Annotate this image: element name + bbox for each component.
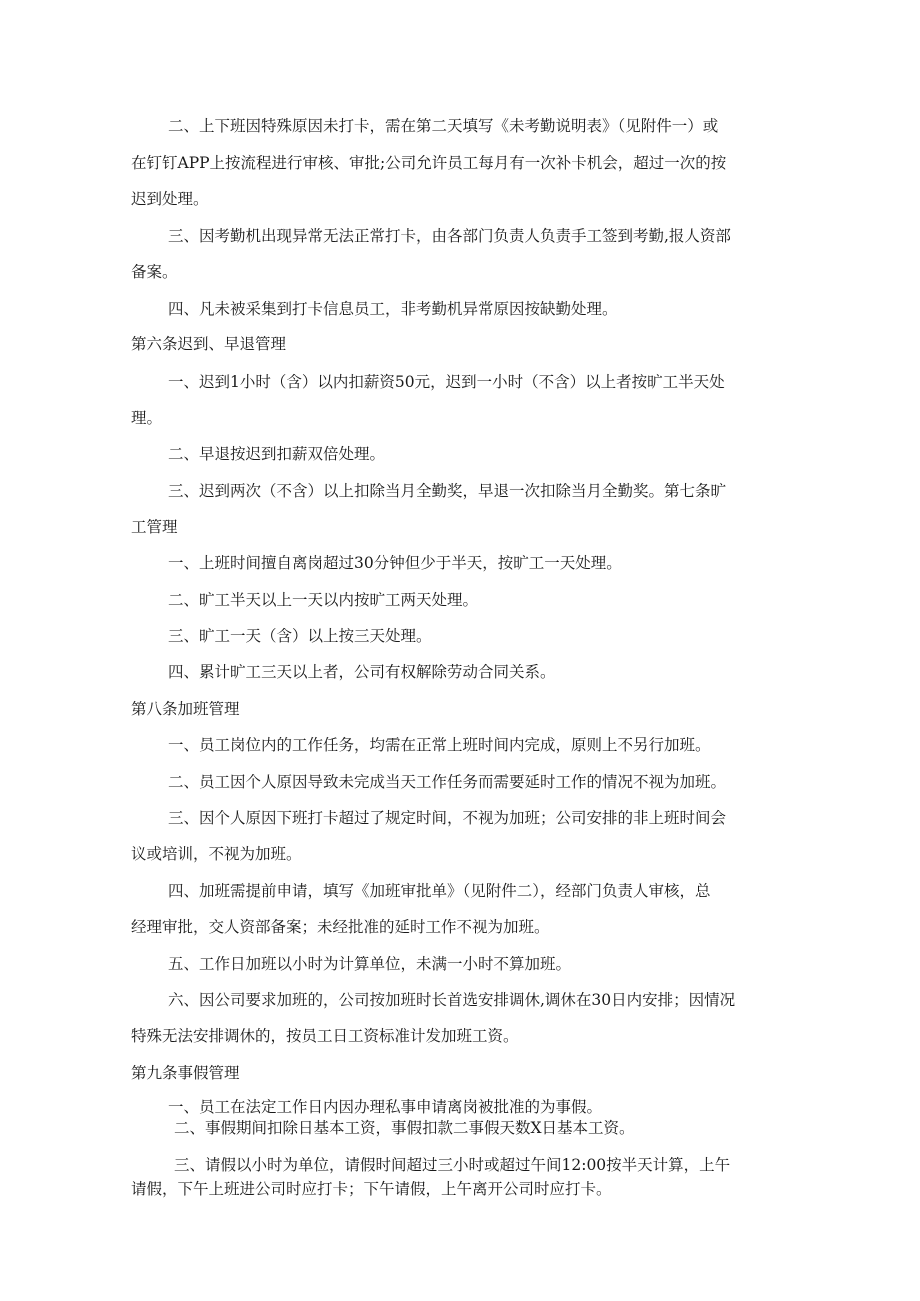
section-heading: 第六条迟到、早退管理 <box>131 335 287 353</box>
paragraph-line: 在钉钉APP上按流程进行审核、审批;公司允许员工每月有一次补卡机会，超过一次的按 <box>131 154 727 172</box>
paragraph-line: 三、因考勤机出现异常无法正常打卡，由各部门负责人负责手工签到考勤,报人资部 <box>168 227 731 245</box>
paragraph-line: 四、凡未被采集到打卡信息员工，非考勤机异常原因按缺勤处理。 <box>168 300 618 318</box>
paragraph-line: 二、上下班因特殊原因未打卡，需在第二天填写《未考勤说明表》（见附件一）或 <box>168 117 719 135</box>
paragraph-line: 工管理 <box>131 518 178 536</box>
paragraph-line: 四、累计旷工三天以上者，公司有权解除劳动合同关系。 <box>168 663 556 681</box>
paragraph-line: 一、员工在法定工作日内因办理私事申请离岗被批准的为事假。 <box>168 1098 603 1116</box>
paragraph-line: 一、员工岗位内的工作任务，均需在正常上班时间内完成，原则上不另行加班。 <box>168 736 711 754</box>
paragraph-line: 备案。 <box>131 263 178 281</box>
paragraph-line: 六、因公司要求加班的，公司按加班时长首选安排调休,调休在30日内安排；因情况 <box>168 991 736 1009</box>
paragraph-line: 三、旷工一天（含）以上按三天处理。 <box>168 627 432 645</box>
section-heading: 第八条加班管理 <box>131 700 240 718</box>
section-heading: 第九条事假管理 <box>131 1064 240 1082</box>
paragraph-line: 议或培训，不视为加班。 <box>131 845 302 863</box>
paragraph-line: 一、迟到1小时（含）以内扣薪资50元，迟到一小时（不含）以上者按旷工半天处 <box>168 373 725 391</box>
paragraph-line: 三、请假以小时为单位，请假时间超过三小时或超过午间12:00按半天计算，上午 <box>174 1156 731 1174</box>
paragraph-line: 三、迟到两次（不含）以上扣除当月全勤奖，早退一次扣除当月全勤奖。第七条旷 <box>168 482 727 500</box>
paragraph-line: 五、工作日加班以小时为计算单位，未满一小时不算加班。 <box>168 955 572 973</box>
paragraph-line: 特殊无法安排调休的，按员工日工资标准计发加班工资。 <box>131 1027 519 1045</box>
paragraph-line: 三、因个人原因下班打卡超过了规定时间，不视为加班；公司安排的非上班时间会 <box>168 809 727 827</box>
paragraph-line: 二、早退按迟到扣薪双倍处理。 <box>168 445 386 463</box>
paragraph-line: 四、加班需提前申请，填写《加班审批单》（见附件二），经部门负责人审核，总 <box>168 882 711 900</box>
paragraph-line: 二、事假期间扣除日基本工资，事假扣款二事假天数X日基本工资。 <box>174 1119 635 1137</box>
paragraph-line: 请假，下午上班进公司时应打卡；下午请假，上午离开公司时应打卡。 <box>131 1180 612 1198</box>
paragraph-line: 二、旷工半天以上一天以内按旷工两天处理。 <box>168 591 479 609</box>
paragraph-line: 理。 <box>131 409 163 427</box>
paragraph-line: 二、员工因个人原因导致未完成当天工作任务而需要延时工作的情况不视为加班。 <box>168 773 727 791</box>
paragraph-line: 迟到处理。 <box>131 190 209 208</box>
paragraph-line: 一、上班时间擅自离岗超过30分钟但少于半天，按旷工一天处理。 <box>168 554 622 572</box>
paragraph-line: 经理审批，交人资部备案；未经批准的延时工作不视为加班。 <box>131 918 550 936</box>
